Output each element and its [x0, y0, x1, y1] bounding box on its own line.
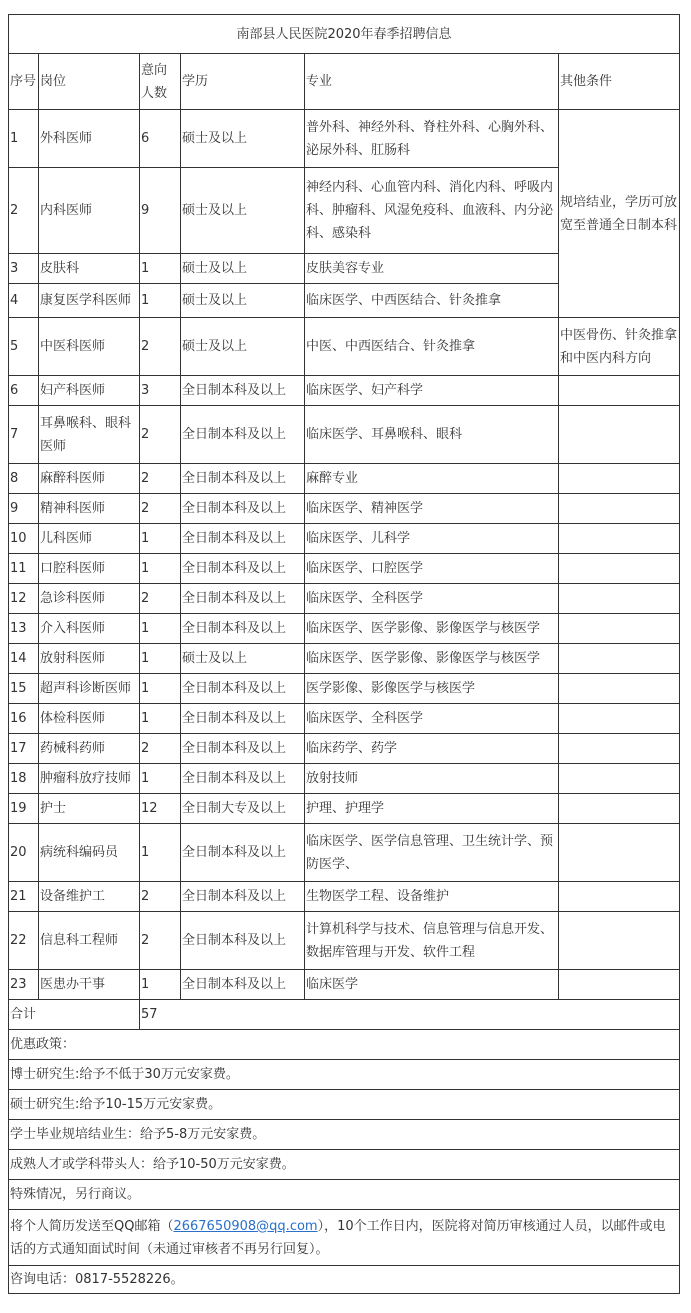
policy-title-row — [9, 1030, 680, 1060]
row-no: 12 — [9, 584, 39, 614]
header-other: 其他条件 — [559, 54, 680, 110]
contact-before: 将个人简历发送至QQ邮箱（ — [10, 1218, 174, 1234]
other-conditions-cell: 中医骨伤、针灸推拿和中医内科方向 — [559, 318, 680, 376]
header-education: 学历 — [181, 54, 305, 110]
row-count: 1 — [140, 644, 181, 674]
row-major: 临床医学、全科医学 — [305, 584, 559, 614]
row-count: 1 — [140, 764, 181, 794]
row-major: 临床药学、药学 — [305, 734, 559, 764]
table-row — [9, 110, 680, 168]
row-no: 3 — [9, 254, 39, 284]
other-conditions-cell — [559, 376, 680, 406]
row-count: 1 — [140, 704, 181, 734]
row-no: 13 — [9, 614, 39, 644]
other-conditions-cell — [559, 464, 680, 494]
row-no: 21 — [9, 882, 39, 912]
row-no: 15 — [9, 674, 39, 704]
policy-row — [9, 1120, 680, 1150]
row-no: 20 — [9, 824, 39, 882]
row-post: 体检科医师 — [39, 704, 140, 734]
row-count: 1 — [140, 254, 181, 284]
row-major: 神经内科、心血管内科、消化内科、呼吸内科、肿瘤科、风湿免疫科、血液科、内分泌科、感染科 — [305, 168, 559, 254]
other-conditions-cell — [559, 704, 680, 734]
row-post: 药械科药师 — [39, 734, 140, 764]
row-count: 2 — [140, 734, 181, 764]
row-post: 内科医师 — [39, 168, 140, 254]
other-conditions-cell — [559, 824, 680, 882]
row-major: 放射技师 — [305, 764, 559, 794]
other-conditions-cell — [559, 912, 680, 970]
row-no: 14 — [9, 644, 39, 674]
row-no: 18 — [9, 764, 39, 794]
table-row — [9, 704, 680, 734]
row-major: 麻醉专业 — [305, 464, 559, 494]
row-no: 19 — [9, 794, 39, 824]
policy-item: 成熟人才或学科带头人：给予10-50万元安家费。 — [9, 1150, 680, 1180]
row-no: 23 — [9, 970, 39, 1000]
table-row — [9, 464, 680, 494]
row-post: 病统科编码员 — [39, 824, 140, 882]
row-major: 临床医学、儿科学 — [305, 524, 559, 554]
row-major: 临床医学、全科医学 — [305, 704, 559, 734]
row-count: 2 — [140, 318, 181, 376]
row-post: 精神科医师 — [39, 494, 140, 524]
contact-text — [9, 1210, 680, 1266]
row-post: 康复医学科医师 — [39, 284, 140, 318]
row-major: 临床医学、医学影像、影像医学与核医学 — [305, 614, 559, 644]
table-row — [9, 494, 680, 524]
row-education: 全日制本科及以上 — [181, 764, 305, 794]
row-education: 全日制本科及以上 — [181, 882, 305, 912]
row-post: 耳鼻喉科、眼科医师 — [39, 406, 140, 464]
row-education: 硕士及以上 — [181, 110, 305, 168]
other-conditions-cell — [559, 554, 680, 584]
row-education: 全日制本科及以上 — [181, 584, 305, 614]
other-conditions-cell — [559, 614, 680, 644]
row-count: 3 — [140, 376, 181, 406]
policy-row — [9, 1180, 680, 1210]
row-count: 9 — [140, 168, 181, 254]
row-no: 22 — [9, 912, 39, 970]
phone-text: 咨询电话：0817-5528226。 — [9, 1266, 680, 1294]
policy-title: 优惠政策： — [9, 1030, 680, 1060]
other-conditions-cell — [559, 764, 680, 794]
total-row — [9, 1000, 680, 1030]
other-conditions-cell — [559, 734, 680, 764]
header-major: 专业 — [305, 54, 559, 110]
row-education: 全日制本科及以上 — [181, 970, 305, 1000]
header-row — [9, 54, 680, 110]
row-count: 1 — [140, 284, 181, 318]
other-conditions-cell: 规培结业，学历可放宽至普通全日制本科 — [559, 110, 680, 318]
row-post: 信息科工程师 — [39, 912, 140, 970]
header-count: 意向人数 — [140, 54, 181, 110]
row-education: 硕士及以上 — [181, 254, 305, 284]
policy-row — [9, 1090, 680, 1120]
table-row — [9, 734, 680, 764]
row-major: 临床医学、妇产科学 — [305, 376, 559, 406]
row-major: 皮肤美容专业 — [305, 254, 559, 284]
other-conditions-cell — [559, 882, 680, 912]
row-education: 全日制本科及以上 — [181, 376, 305, 406]
table-row — [9, 584, 680, 614]
row-major: 临床医学、中西医结合、针灸推拿 — [305, 284, 559, 318]
row-major: 临床医学、精神医学 — [305, 494, 559, 524]
table-row — [9, 614, 680, 644]
row-post: 儿科医师 — [39, 524, 140, 554]
row-education: 全日制本科及以上 — [181, 494, 305, 524]
row-no: 4 — [9, 284, 39, 318]
row-no: 1 — [9, 110, 39, 168]
row-count: 12 — [140, 794, 181, 824]
row-post: 中医科医师 — [39, 318, 140, 376]
row-count: 6 — [140, 110, 181, 168]
table-row — [9, 970, 680, 1000]
row-no: 5 — [9, 318, 39, 376]
header-no: 序号 — [9, 54, 39, 110]
row-post: 设备维护工 — [39, 882, 140, 912]
row-education: 全日制本科及以上 — [181, 464, 305, 494]
row-count: 1 — [140, 970, 181, 1000]
row-major: 护理、护理学 — [305, 794, 559, 824]
table-row — [9, 912, 680, 970]
row-education: 全日制本科及以上 — [181, 554, 305, 584]
row-no: 10 — [9, 524, 39, 554]
row-post: 医患办干事 — [39, 970, 140, 1000]
other-conditions-cell — [559, 406, 680, 464]
other-conditions-cell — [559, 524, 680, 554]
row-education: 硕士及以上 — [181, 644, 305, 674]
row-post: 麻醉科医师 — [39, 464, 140, 494]
table-row — [9, 376, 680, 406]
row-education: 硕士及以上 — [181, 284, 305, 318]
row-major: 临床医学、医学影像、影像医学与核医学 — [305, 644, 559, 674]
row-no: 2 — [9, 168, 39, 254]
policy-item: 学士毕业规培结业生：给予5-8万元安家费。 — [9, 1120, 680, 1150]
row-major: 生物医学工程、设备维护 — [305, 882, 559, 912]
row-count: 1 — [140, 554, 181, 584]
row-major: 临床医学、口腔医学 — [305, 554, 559, 584]
row-count: 2 — [140, 494, 181, 524]
total-label: 合计 — [9, 1000, 140, 1030]
row-education: 全日制大专及以上 — [181, 794, 305, 824]
recruit-table — [8, 14, 680, 1294]
policy-row — [9, 1150, 680, 1180]
contact-after: ），10个工作日内，医院将对简历审核通过人员，以邮件或电话的方式通知面试时间（未通过审核者不再另行回复）。 — [10, 1218, 666, 1257]
row-post: 口腔科医师 — [39, 554, 140, 584]
row-count: 1 — [140, 614, 181, 644]
total-value: 57 — [140, 1000, 680, 1030]
other-conditions-cell — [559, 494, 680, 524]
row-major: 临床医学、耳鼻喉科、眼科 — [305, 406, 559, 464]
row-no: 7 — [9, 406, 39, 464]
other-conditions-cell — [559, 794, 680, 824]
row-major: 计算机科学与技术、信息管理与信息开发、数据库管理与开发、软件工程 — [305, 912, 559, 970]
row-post: 肿瘤科放疗技师 — [39, 764, 140, 794]
other-conditions-cell — [559, 674, 680, 704]
row-education: 全日制本科及以上 — [181, 824, 305, 882]
policy-item: 硕士研究生:给予10-15万元安家费。 — [9, 1090, 680, 1120]
row-no: 16 — [9, 704, 39, 734]
row-major: 中医、中西医结合、针灸推拿 — [305, 318, 559, 376]
row-no: 6 — [9, 376, 39, 406]
other-conditions-cell — [559, 970, 680, 1000]
table-row — [9, 674, 680, 704]
row-no: 9 — [9, 494, 39, 524]
row-count: 1 — [140, 524, 181, 554]
row-education: 全日制本科及以上 — [181, 406, 305, 464]
row-education: 硕士及以上 — [181, 318, 305, 376]
row-post: 介入科医师 — [39, 614, 140, 644]
row-count: 1 — [140, 824, 181, 882]
row-education: 全日制本科及以上 — [181, 614, 305, 644]
row-count: 2 — [140, 912, 181, 970]
policy-row — [9, 1060, 680, 1090]
table-row — [9, 882, 680, 912]
row-education: 全日制本科及以上 — [181, 704, 305, 734]
row-education: 全日制本科及以上 — [181, 524, 305, 554]
row-post: 外科医师 — [39, 110, 140, 168]
table-row — [9, 644, 680, 674]
other-conditions-cell — [559, 644, 680, 674]
table-row — [9, 406, 680, 464]
row-post: 妇产科医师 — [39, 376, 140, 406]
row-count: 2 — [140, 464, 181, 494]
row-post: 急诊科医师 — [39, 584, 140, 614]
row-count: 2 — [140, 882, 181, 912]
table-row — [9, 318, 680, 376]
row-no: 17 — [9, 734, 39, 764]
row-no: 8 — [9, 464, 39, 494]
policy-item: 博士研究生:给予不低于30万元安家费。 — [9, 1060, 680, 1090]
other-conditions-cell — [559, 584, 680, 614]
table-row — [9, 794, 680, 824]
contact-row — [9, 1210, 680, 1266]
table-row — [9, 824, 680, 882]
table-row — [9, 554, 680, 584]
row-major: 临床医学 — [305, 970, 559, 1000]
row-major: 医学影像、影像医学与核医学 — [305, 674, 559, 704]
row-no: 11 — [9, 554, 39, 584]
row-education: 硕士及以上 — [181, 168, 305, 254]
row-post: 皮肤科 — [39, 254, 140, 284]
phone-row — [9, 1266, 680, 1294]
row-major: 临床医学、医学信息管理、卫生统计学、预防医学、 — [305, 824, 559, 882]
row-count: 2 — [140, 584, 181, 614]
email-link[interactable]: 2667650908@qq.com — [173, 1218, 318, 1234]
table-row — [9, 524, 680, 554]
row-count: 1 — [140, 674, 181, 704]
row-major: 普外科、神经外科、脊柱外科、心胸外科、泌尿外科、肛肠科 — [305, 110, 559, 168]
policy-item: 特殊情况，另行商议。 — [9, 1180, 680, 1210]
row-education: 全日制本科及以上 — [181, 912, 305, 970]
row-post: 超声科诊断医师 — [39, 674, 140, 704]
row-post: 护士 — [39, 794, 140, 824]
table-title: 南部县人民医院2020年春季招聘信息 — [9, 15, 680, 54]
row-count: 2 — [140, 406, 181, 464]
table-row — [9, 764, 680, 794]
header-post: 岗位 — [39, 54, 140, 110]
row-post: 放射科医师 — [39, 644, 140, 674]
row-education: 全日制本科及以上 — [181, 674, 305, 704]
row-education: 全日制本科及以上 — [181, 734, 305, 764]
